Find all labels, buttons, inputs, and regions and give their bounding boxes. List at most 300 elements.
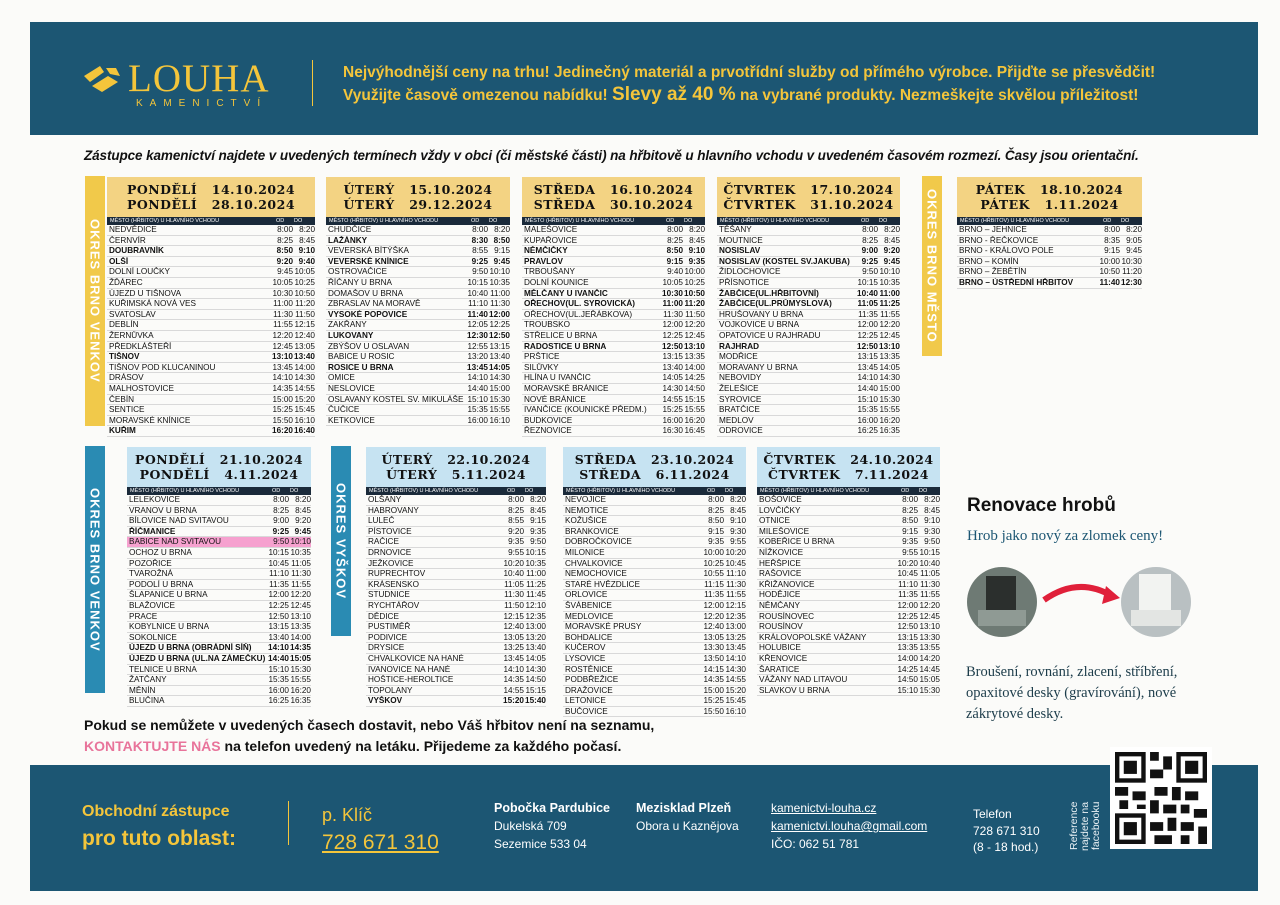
time-from: 12:20 (703, 611, 724, 621)
place-name: PRACE (129, 611, 158, 621)
place-name: LELEKOVICE (129, 495, 180, 504)
schedule-row (366, 643, 546, 654)
time-from: 10:20 (897, 558, 918, 568)
time-from: 9:25 (272, 526, 289, 536)
time-to: 11:55 (291, 579, 311, 589)
schedule-row (563, 580, 746, 591)
place-name: ÚJEZD U TIŠNOVA (109, 288, 182, 298)
time-from: 8:25 (277, 235, 293, 245)
schedule-row (757, 633, 940, 644)
time-from: 13:20 (467, 352, 488, 362)
column-header-times (276, 217, 312, 225)
place-name: PŘEDKLÁŠTEŘÍ (109, 341, 172, 351)
email-link[interactable]: kamenictvi.louha@gmail.com (771, 819, 928, 833)
day-date: PÁTEK 1.11.2024 (980, 197, 1119, 212)
time-from: 9:35 (902, 537, 918, 547)
column-header-from: OD (901, 488, 910, 494)
time-to: 10:10 (489, 267, 510, 277)
schedule-row (717, 257, 900, 268)
place-name: NESLOVICE (328, 383, 375, 393)
schedule-row (366, 696, 546, 707)
schedule-row (326, 320, 510, 331)
place-name: NOVÉ BRÁNICE (524, 394, 586, 404)
column-header (957, 217, 1142, 225)
schedule-row (127, 622, 311, 633)
schedule-row (522, 225, 705, 236)
schedule-row (563, 675, 746, 686)
schedule-row (326, 267, 510, 278)
telephone-title: Telefon (973, 807, 1012, 821)
schedule-row (107, 426, 315, 437)
schedule-row (107, 384, 315, 395)
place-name: PŘÍSNOTICE (719, 277, 770, 287)
time-from: 12:30 (467, 330, 488, 340)
schedule-row (717, 405, 900, 416)
qr-code-icon[interactable] (1110, 747, 1212, 849)
schedule-row (127, 548, 311, 559)
time-from: 12:25 (662, 330, 683, 340)
schedule-row (522, 363, 705, 374)
company-id: IČO: 062 51 781 (771, 837, 860, 851)
schedule-row (563, 569, 746, 580)
place-name: BRNO - ŘEČKOVICE (959, 235, 1039, 245)
schedule-row (127, 495, 311, 506)
time-to: 9:10 (688, 246, 705, 256)
time-from: 12:25 (897, 611, 918, 621)
time-to: 8:20 (530, 495, 546, 504)
facebook-reference: Reference najdete na facebooku (1067, 801, 1102, 851)
schedule-row (522, 342, 705, 353)
time-to: 8:50 (493, 235, 510, 245)
time-from: 15:35 (857, 405, 878, 415)
tagline-line1: Nejvýhodnější ceny na trhu! Jedinečný materiál a prvotřídní služby od přímého výrobce. Přijďte se přesvědčit! (343, 64, 1156, 81)
time-from: 9:55 (508, 547, 524, 557)
time-from: 9:45 (277, 267, 293, 277)
sales-rep-line2: pro tuto oblast: (82, 827, 236, 850)
place-name: ZBÝŠOV U OSLAVAN (328, 341, 410, 351)
time-to: 10:35 (290, 547, 311, 557)
place-name: DRAŽOVICE (565, 685, 613, 695)
time-to: 13:55 (919, 643, 940, 653)
time-to: 11:05 (920, 569, 940, 579)
time-from: 10:40 (467, 288, 488, 298)
place-name: CHUDČICE (328, 225, 372, 234)
time-from: 12:00 (662, 320, 683, 330)
region-label-brno-venkov-bottom: OKRES BRNO VENKOV (85, 446, 105, 693)
schedule-row (522, 352, 705, 363)
place-name: VYŠKOV (368, 696, 403, 706)
time-to: 16:10 (725, 706, 746, 716)
place-name: BABICE NAD SVITAVOU (129, 537, 222, 547)
schedule-row (127, 612, 311, 623)
place-name: BRNO - KRÁLOVO POLE (959, 246, 1054, 256)
place-name: ROSICE U BRNA (328, 362, 394, 372)
schedule-row (522, 384, 705, 395)
day-date: PONDĚLÍ 14.10.2024 (126, 182, 296, 197)
column-header (717, 217, 900, 225)
place-name: ŠARATICE (759, 664, 800, 674)
sales-rep-line1: Obchodní zástupce (82, 803, 230, 820)
time-to: 14:35 (290, 643, 311, 653)
schedule-row (107, 331, 315, 342)
place-name: HLÍNA U IVANČIC (524, 373, 591, 383)
schedule-row (757, 495, 940, 506)
schedule-row (717, 267, 900, 278)
time-to: 14:05 (525, 653, 546, 663)
time-from: 15:10 (857, 394, 878, 404)
time-from: 15:00 (703, 685, 724, 695)
day-date: ÚTERÝ 22.10.2024 (381, 452, 531, 467)
place-name: ŽABČICE(UL.HŘBITOVNÍ) (719, 288, 819, 298)
time-to: 13:40 (294, 352, 315, 362)
time-to: 8:45 (730, 505, 746, 515)
time-to: 14:25 (684, 373, 705, 383)
column-header-from: OD (707, 488, 716, 494)
time-to: 12:10 (525, 600, 546, 610)
time-to: 10:10 (290, 537, 311, 547)
day-header (957, 177, 1142, 217)
place-name: ROSTĚNICE (565, 664, 613, 674)
time-to: 9:45 (1126, 246, 1142, 256)
time-to: 11:50 (295, 309, 315, 319)
place-name: CHVALKOVICE (565, 558, 623, 568)
column-header-place: MĚSTO (HŘBITOV) U HLAVNÍHO VCHODU (525, 218, 635, 224)
schedule-row (366, 569, 546, 580)
day-date: ČTVRTEK 24.10.2024 (763, 452, 934, 467)
place-name: ŘÍČANY U BRNA (328, 277, 392, 287)
schedule-row (717, 352, 900, 363)
time-from: 8:00 (667, 225, 683, 234)
place-name: BÍLOVICE NAD SVITAVOU (129, 516, 229, 526)
time-to: 10:30 (1121, 256, 1142, 266)
time-to: 12:50 (489, 330, 510, 340)
place-name: LYSOVICE (565, 653, 606, 663)
place-name: VRANOV U BRNA (129, 505, 197, 515)
schedule-row (127, 696, 311, 707)
time-from: 8:55 (508, 516, 524, 526)
day-date: ČTVRTEK 17.10.2024 (723, 182, 894, 197)
schedule-row (757, 665, 940, 676)
place-name: LAŽÁNKY (328, 235, 368, 245)
day-header (757, 447, 940, 487)
schedule-row (127, 654, 311, 665)
contact-note-line2 (84, 736, 654, 757)
time-from: 8:00 (273, 495, 289, 504)
time-to: 9:45 (294, 526, 311, 536)
place-name: TIŠNOV POD KLUCANINOU (109, 362, 216, 372)
schedule-row (366, 665, 546, 676)
time-from: 11:30 (504, 590, 524, 600)
time-from: 10:45 (897, 569, 918, 579)
time-to: 8:20 (924, 495, 940, 504)
time-from: 10:55 (703, 569, 724, 579)
place-name: OSLAVANY KOSTEL SV. MIKULÁŠE (328, 394, 464, 404)
column-header-to: DO (919, 488, 928, 494)
place-name: STŘELICE U BRNA (524, 330, 598, 340)
schedule-row (366, 548, 546, 559)
time-from: 8:50 (276, 246, 293, 256)
time-to: 10:45 (725, 558, 746, 568)
time-from: 11:00 (273, 299, 293, 309)
time-from: 9:55 (902, 547, 918, 557)
contact-note (84, 715, 654, 757)
column-header-place: MĚSTO (HŘBITOV) U HLAVNÍHO VCHODU (760, 488, 870, 494)
place-name: ŽELEŠICE (719, 383, 759, 393)
time-from: 10:40 (503, 569, 524, 579)
time-to: 11:25 (879, 299, 900, 309)
schedule-row (326, 416, 510, 427)
time-to: 12:00 (489, 309, 510, 319)
place-name: ŠLAPANICE U BRNA (129, 590, 208, 600)
schedule-row (366, 654, 546, 665)
time-from: 11:35 (898, 590, 918, 600)
time-to: 10:50 (684, 288, 705, 298)
time-from: 10:15 (467, 277, 488, 287)
place-name: NEBOVIDY (719, 373, 762, 383)
schedule-row (563, 527, 746, 538)
day-schedule (757, 447, 940, 696)
schedule-row (326, 289, 510, 300)
day-schedule (522, 177, 705, 437)
place-name: LOVČIČKY (759, 505, 801, 515)
time-to: 14:00 (684, 362, 705, 372)
time-to: 8:20 (884, 225, 900, 234)
time-from: 9:00 (273, 516, 289, 526)
time-to: 16:10 (294, 415, 315, 425)
column-header-place: MĚSTO (HŘBITOV) U HLAVNÍHO VCHODU (720, 218, 830, 224)
time-to: 14:05 (879, 362, 900, 372)
time-to: 12:25 (489, 320, 510, 330)
time-to: 11:30 (726, 579, 746, 589)
time-to: 9:05 (1126, 235, 1142, 245)
schedule-row (563, 612, 746, 623)
schedule-row (366, 506, 546, 517)
header-divider (312, 60, 313, 106)
time-from: 13:40 (268, 632, 289, 642)
time-to: 10:05 (294, 267, 315, 277)
place-name: DRÁSOV (109, 373, 144, 383)
day-header (563, 447, 746, 487)
place-name: MĚNÍN (129, 685, 156, 695)
schedule-row (563, 696, 746, 707)
day-date: PONDĚLÍ 28.10.2024 (126, 197, 296, 212)
place-name: ROUSÍNOV (759, 622, 803, 632)
intro-text: Zástupce kamenictví najdete v uvedených termínech vždy v obci (či městské části) na hřbitově u hlavního vchodu v uvedeném časovém rozmezí. Časy jsou orientační. (84, 148, 1139, 163)
time-to: 11:55 (920, 590, 940, 600)
schedule-row (757, 622, 940, 633)
place-name: MORAVANY U BRNA (719, 362, 798, 372)
day-header (127, 447, 311, 487)
time-to: 8:20 (689, 225, 705, 234)
day-schedule (366, 447, 546, 707)
place-name: OTNICE (759, 516, 790, 526)
day-date: PÁTEK 18.10.2024 (975, 182, 1124, 197)
time-to: 12:40 (294, 330, 315, 340)
day-date: STŘEDA 23.10.2024 (574, 452, 735, 467)
place-name: MEDLOVICE (565, 611, 614, 621)
website-link[interactable]: kamenictvi-louha.cz (771, 801, 877, 815)
schedule-row (717, 395, 900, 406)
schedule-row (522, 236, 705, 247)
time-from: 11:35 (704, 590, 724, 600)
place-name: OSTROVAČICE (328, 267, 387, 277)
time-to: 15:00 (489, 383, 510, 393)
schedule-row (717, 278, 900, 289)
time-from: 15:10 (268, 664, 289, 674)
column-header-place: MĚSTO (HŘBITOV) U HLAVNÍHO VCHODU (110, 218, 220, 224)
place-name: BUDKOVICE (524, 415, 573, 425)
schedule-row (957, 246, 1142, 257)
time-to: 10:15 (919, 547, 940, 557)
day-date: ČTVRTEK 31.10.2024 (723, 197, 894, 212)
place-name: RAJHRAD (719, 341, 760, 351)
time-from: 9:15 (666, 256, 683, 266)
schedule-row (107, 363, 315, 374)
time-from: 13:15 (662, 352, 683, 362)
column-header-place: MĚSTO (HŘBITOV) U HLAVNÍHO VCHODU (329, 218, 439, 224)
time-from: 8:25 (667, 235, 683, 245)
place-name: DOMAŠOV U BRNA (328, 288, 404, 298)
schedule-row (522, 395, 705, 406)
time-from: 15:50 (703, 706, 724, 716)
schedule-row (757, 559, 940, 570)
time-to: 16:20 (290, 685, 311, 695)
time-to: 9:55 (730, 537, 746, 547)
column-header-to: DO (1121, 218, 1130, 224)
column-header-times (1103, 217, 1139, 225)
time-from: 8:25 (708, 505, 724, 515)
schedule-row (127, 590, 311, 601)
schedule-row (563, 495, 746, 506)
time-to: 15:00 (879, 383, 900, 393)
time-from: 8:25 (508, 505, 524, 515)
time-to: 11:50 (685, 309, 705, 319)
place-name: POZOŘICE (129, 558, 172, 568)
place-name: HODĚJICE (759, 590, 801, 600)
time-from: 11:30 (273, 309, 293, 319)
schedule-row (563, 622, 746, 633)
time-to: 8:20 (1126, 225, 1142, 234)
time-to: 16:20 (879, 415, 900, 425)
place-name: DRNOVICE (368, 547, 412, 557)
place-name: VOJKOVICE U BRNA (719, 320, 800, 330)
column-header-from: OD (276, 218, 285, 224)
schedule-list (326, 225, 510, 426)
day-schedule (957, 177, 1142, 289)
schedule-row (757, 537, 940, 548)
time-from: 15:20 (503, 696, 524, 706)
time-to: 12:30 (1121, 277, 1142, 287)
time-from: 15:50 (272, 415, 293, 425)
time-from: 12:40 (703, 622, 724, 632)
place-name: ŽATČANY (129, 675, 167, 685)
time-from: 14:30 (662, 383, 683, 393)
time-to: 13:00 (525, 622, 546, 632)
place-name: MORAVSKÉ PRUSY (565, 622, 642, 632)
time-from: 9:20 (276, 256, 293, 266)
place-name: ČUČICE (328, 405, 360, 415)
place-name: HABROVANY (368, 505, 419, 515)
schedule-row (127, 559, 311, 570)
time-to: 10:35 (879, 277, 900, 287)
column-header-from: OD (666, 218, 675, 224)
time-from: 16:00 (662, 415, 683, 425)
place-name: SLAVKOV U BRNA (759, 685, 830, 695)
time-from: 11:35 (269, 579, 289, 589)
schedule-row (757, 516, 940, 527)
time-from: 14:40 (857, 383, 878, 393)
renovation-description: Broušení, rovnání, zlacení, stříbření, opaxitové desky (gravírování), nové zákrytové desky. (966, 664, 1178, 722)
place-name: NĚMČANY (759, 600, 800, 610)
time-to: 10:40 (919, 558, 940, 568)
place-name: SILŮVKY (524, 362, 559, 372)
time-from: 12:40 (503, 622, 524, 632)
place-name: KUŘIMSKÁ NOVÁ VES (109, 299, 196, 309)
time-from: 12:15 (503, 611, 524, 621)
day-date: ÚTERÝ 29.12.2024 (343, 197, 493, 212)
time-from: 11:05 (857, 299, 878, 309)
time-from: 8:00 (902, 495, 918, 504)
schedule-row (522, 426, 705, 437)
column-header-times (901, 487, 937, 495)
discount-highlight: Slevy až 40 % (612, 84, 736, 105)
contact-note-line2-text: na telefon uvedený na letáku. Přijedeme za každého počasí. (224, 738, 622, 754)
time-from: 13:15 (268, 622, 289, 632)
day-header (366, 447, 546, 487)
column-header-times (666, 217, 702, 225)
column-header (366, 487, 546, 495)
place-name: STUDNICE (368, 590, 410, 600)
schedule-row (757, 580, 940, 591)
time-to: 14:20 (919, 653, 940, 663)
schedule-row (522, 246, 705, 257)
time-to: 14:30 (725, 664, 746, 674)
tagline-line2a: Využijte časově omezenou nabídku! (343, 87, 608, 104)
place-name: OLŠÍ (109, 256, 129, 266)
place-name: HOLUBICE (759, 643, 801, 653)
place-name: KRÁLOVOPOLSKÉ VÁŽANY (759, 632, 867, 642)
time-from: 8:00 (1104, 225, 1120, 234)
time-from: 9:20 (508, 526, 524, 536)
schedule-row (717, 299, 900, 310)
time-to: 11:30 (490, 299, 510, 309)
column-header-from: OD (861, 218, 870, 224)
time-to: 11:00 (490, 288, 510, 298)
time-from: 16:20 (272, 426, 293, 436)
time-to: 11:20 (295, 299, 315, 309)
time-to: 16:10 (489, 415, 510, 425)
schedule-row (366, 516, 546, 527)
place-name: LETONICE (565, 696, 606, 706)
time-to: 9:15 (494, 246, 510, 256)
place-name: KOBYLNICE U BRNA (129, 622, 210, 632)
sales-rep-phone[interactable]: 728 671 310 (322, 831, 439, 854)
place-name: BRNO – KOMÍN (959, 256, 1019, 266)
place-name: ŽERNŮVKA (109, 330, 154, 340)
time-to: 14:30 (525, 664, 546, 674)
contact-us-link[interactable]: KONTAKTUJTE NÁS (84, 738, 221, 754)
column-header-from: OD (272, 488, 281, 494)
schedule-row (717, 342, 900, 353)
schedule-list (107, 225, 315, 437)
time-from: 11:10 (898, 579, 918, 589)
time-to: 11:30 (920, 579, 940, 589)
schedule-row (326, 236, 510, 247)
telephone-number[interactable]: 728 671 310 (973, 823, 1040, 838)
day-schedule (563, 447, 746, 717)
time-from: 14:10 (503, 664, 524, 674)
time-from: 14:10 (857, 373, 878, 383)
